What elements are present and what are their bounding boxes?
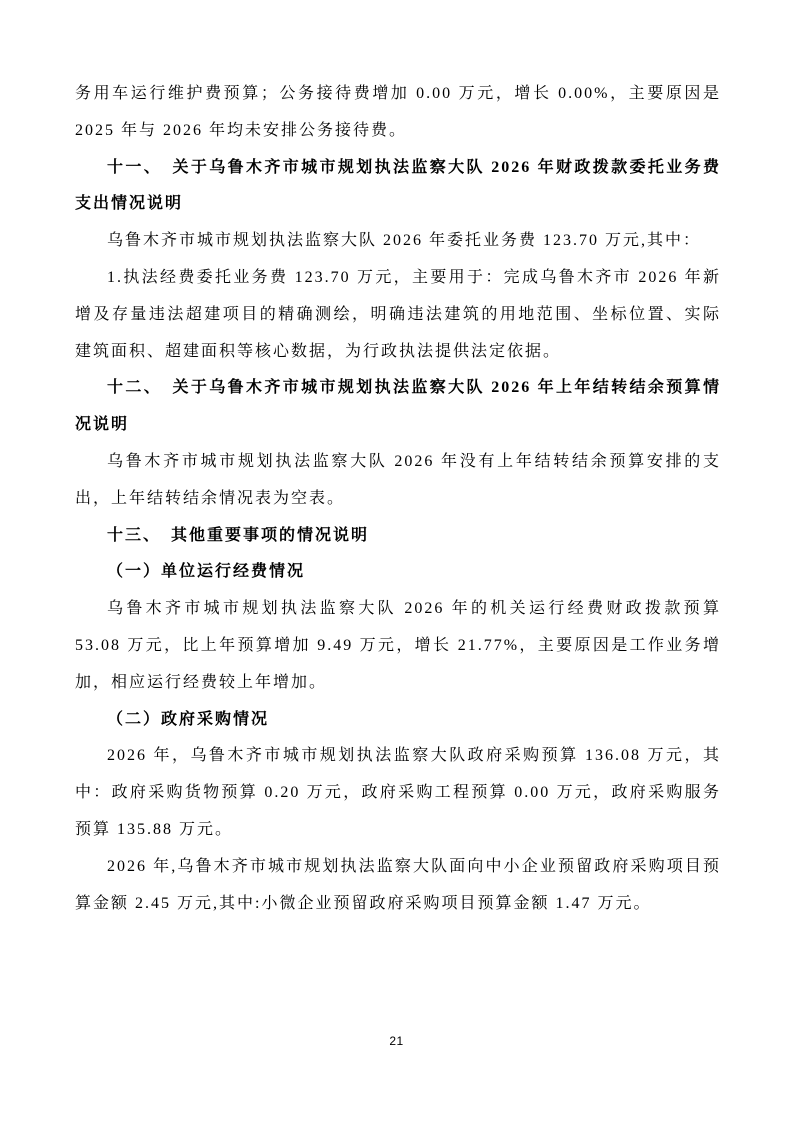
body-paragraph: 2026 年,乌鲁木齐市城市规划执法监察大队面向中小企业预留政府采购项目预算金额 2.45 万元,其中:小微企业预留政府采购项目预算金额 1.47 万元。 xyxy=(75,857,721,912)
document-body xyxy=(75,76,721,922)
body-paragraph: 乌鲁木齐市城市规划执法监察大队 2026 年的机关运行经费财政拨款预算 53.08 万元，比上年预算增加 9.49 万元，增长 21.77%，主要原因是工作业务增加，相应运行经费较上年增加。 xyxy=(75,600,721,691)
body-paragraph: 1.执法经费委托业务费 123.70 万元，主要用于：完成乌鲁木齐市 2026 年新增及存量违法超建项目的精确测绘，明确违法建筑的用地范围、坐标位置、实际建筑面积、超建面积等核心数据，为行政执法提供法定依据。 xyxy=(75,268,721,360)
body-paragraph: 务用车运行维护费预算；公务接待费增加 0.00 万元，增长 0.00%，主要原因是 2025 年与 2026 年均未安排公务接待费。 xyxy=(75,85,721,139)
body-paragraph: 2026 年，乌鲁木齐市城市规划执法监察大队政府采购预算 136.08 万元，其中：政府采购货物预算 0.20 万元，政府采购工程预算 0.00 万元，政府采购服务预算 135.88 万元。 xyxy=(75,747,721,838)
section-heading: 十三、 其他重要事项的情况说明 xyxy=(107,526,370,544)
body-paragraph: 乌鲁木齐市城市规划执法监察大队 2026 年委托业务费 123.70 万元,其中： xyxy=(107,232,702,250)
section-subheading: （二）政府采购情况 xyxy=(107,710,270,728)
section-heading: 十一、 关于乌鲁木齐市城市规划执法监察大队 2026 年财政拨款委托业务费支出情况说明 xyxy=(75,158,721,213)
page-number: 21 xyxy=(389,1034,404,1048)
section-subheading: （一）单位运行经费情况 xyxy=(107,563,306,581)
page-footer xyxy=(0,1034,793,1048)
section-heading: 十二、 关于乌鲁木齐市城市规划执法监察大队 2026 年上年结转结余预算情况说明 xyxy=(75,379,721,434)
body-paragraph: 乌鲁木齐市城市规划执法监察大队 2026 年没有上年结转结余预算安排的支出，上年结转结余情况表为空表。 xyxy=(75,452,721,507)
